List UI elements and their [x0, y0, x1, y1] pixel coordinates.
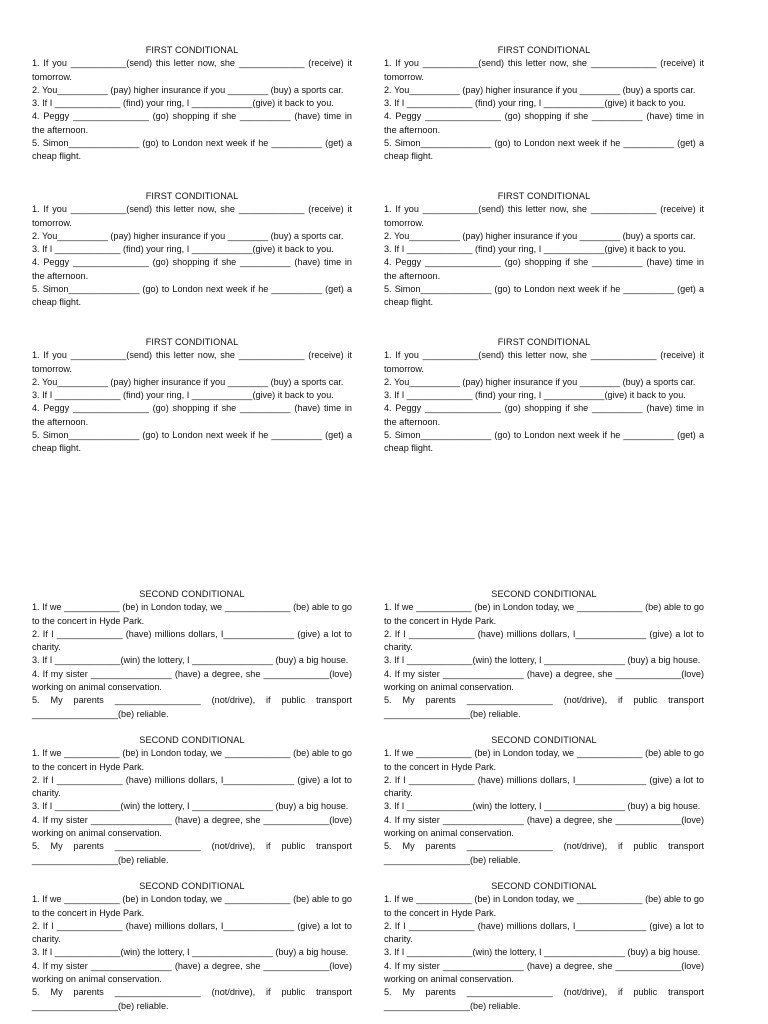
exercise-item: 4. If my sister ________________ (have) a degree, she _____________(love) working on animal conservation.	[32, 814, 352, 839]
exercise-item: 2. You__________ (pay) higher insurance if you ________ (buy) a sports car.	[384, 376, 696, 387]
first-conditional-worksheet	[384, 44, 704, 164]
exercise-item: 3. If I _____________ (find) your ring, I ____________(give) it back to you.	[32, 98, 334, 109]
exercise-item: 1. If you ___________(send) this letter now, she _____________ (receive) it tomorrow.	[384, 350, 704, 374]
exercise-item: 3. If I _____________(win) the lottery, I ________________ (buy) a big house.	[384, 801, 701, 812]
exercise-item: 1. If we ___________ (be) in London today, we _____________ (be) able to go to the concert in Hyde Park.	[32, 602, 352, 626]
exercise-item: 3. If I _____________ (find) your ring, I ____________(give) it back to you.	[384, 98, 686, 109]
exercise-item: 4. Peggy _______________ (go) shopping if she __________ (have) time in the afternoon.	[32, 257, 352, 281]
exercise-item: 2. If I _____________ (have) millions dollars, I______________ (give) a lot to charity.	[32, 774, 352, 799]
exercise-item: 5. My parents _________________ (not/drive), if public transport _________________(be) reliable.	[384, 841, 704, 865]
exercise-item: 5. My parents _________________ (not/drive), if public transport _________________(be) reliable.	[32, 695, 352, 719]
exercise-item: 2. If I _____________ (have) millions dollars, I______________ (give) a lot to charity.	[384, 628, 704, 653]
exercise-item: 4. If my sister ________________ (have) a degree, she _____________(love) working on animal conservation.	[384, 814, 704, 839]
exercise-item: 1. If you ___________(send) this letter now, she _____________ (receive) it tomorrow.	[384, 204, 704, 228]
exercise-item: 1. If we ___________ (be) in London today, we _____________ (be) able to go to the concert in Hyde Park.	[384, 748, 704, 772]
exercise-item: 5. Simon______________ (go) to London next week if he __________ (get) a cheap flight.	[384, 430, 704, 454]
worksheet-title: SECOND CONDITIONAL	[139, 881, 245, 891]
first-conditional-worksheet	[32, 190, 352, 310]
exercise-item: 4. If my sister ________________ (have) a degree, she _____________(love) working on animal conservation.	[384, 668, 704, 693]
exercise-item: 3. If I _____________ (find) your ring, I ____________(give) it back to you.	[384, 390, 686, 401]
exercise-item: 2. You__________ (pay) higher insurance if you ________ (buy) a sports car.	[384, 84, 696, 95]
worksheet-title: FIRST CONDITIONAL	[497, 45, 591, 55]
exercise-item: 4. If my sister ________________ (have) a degree, she _____________(love) working on animal conservation.	[32, 668, 352, 693]
exercise-item: 2. If I _____________ (have) millions dollars, I______________ (give) a lot to charity.	[384, 920, 704, 945]
exercise-item: 3. If I _____________(win) the lottery, I ________________ (buy) a big house.	[32, 947, 349, 958]
exercise-item: 2. If I _____________ (have) millions dollars, I______________ (give) a lot to charity.	[32, 628, 352, 653]
exercise-item: 3. If I _____________ (find) your ring, I ____________(give) it back to you.	[32, 390, 334, 401]
first-conditional-worksheet	[32, 336, 352, 456]
second-conditional-worksheet	[32, 588, 352, 721]
exercise-item: 5. Simon______________ (go) to London next week if he __________ (get) a cheap flight.	[384, 138, 704, 162]
second-conditional-worksheet	[384, 734, 704, 867]
first-conditional-worksheet	[384, 336, 704, 456]
exercise-item: 1. If we ___________ (be) in London today, we _____________ (be) able to go to the concert in Hyde Park.	[384, 602, 704, 626]
exercise-item: 1. If you ___________(send) this letter now, she _____________ (receive) it tomorrow.	[32, 204, 352, 228]
worksheet-title: SECOND CONDITIONAL	[139, 589, 245, 599]
worksheet-title: SECOND CONDITIONAL	[491, 735, 597, 745]
exercise-item: 3. If I _____________ (find) your ring, I ____________(give) it back to you.	[384, 244, 686, 255]
exercise-item: 4. Peggy _______________ (go) shopping if she __________ (have) time in the afternoon.	[32, 111, 352, 135]
worksheet-title: SECOND CONDITIONAL	[139, 735, 245, 745]
first-conditional-worksheet	[32, 44, 352, 164]
exercise-item: 4. If my sister ________________ (have) a degree, she _____________(love) working on animal conservation.	[384, 960, 704, 985]
exercise-item: 3. If I _____________(win) the lottery, I ________________ (buy) a big house.	[32, 801, 349, 812]
exercise-item: 1. If you ___________(send) this letter now, she _____________ (receive) it tomorrow.	[384, 58, 704, 82]
exercise-item: 3. If I _____________(win) the lottery, I ________________ (buy) a big house.	[32, 655, 349, 666]
worksheet-title: SECOND CONDITIONAL	[491, 589, 597, 599]
second-conditional-worksheet	[384, 880, 704, 1013]
worksheet-title: FIRST CONDITIONAL	[145, 191, 239, 201]
first-conditional-worksheet	[384, 190, 704, 310]
worksheet-title: FIRST CONDITIONAL	[497, 191, 591, 201]
exercise-item: 3. If I _____________(win) the lottery, I ________________ (buy) a big house.	[384, 655, 701, 666]
exercise-item: 3. If I _____________ (find) your ring, I ____________(give) it back to you.	[32, 244, 334, 255]
exercise-item: 2. You__________ (pay) higher insurance if you ________ (buy) a sports car.	[384, 230, 696, 241]
exercise-item: 1. If you ___________(send) this letter now, she _____________ (receive) it tomorrow.	[32, 350, 352, 374]
exercise-item: 2. You__________ (pay) higher insurance if you ________ (buy) a sports car.	[32, 376, 344, 387]
second-conditional-worksheet	[32, 880, 352, 1013]
exercise-item: 2. You__________ (pay) higher insurance if you ________ (buy) a sports car.	[32, 84, 344, 95]
exercise-item: 3. If I _____________(win) the lottery, I ________________ (buy) a big house.	[384, 947, 701, 958]
exercise-item: 5. My parents _________________ (not/drive), if public transport _________________(be) reliable.	[384, 987, 704, 1011]
exercise-item: 4. Peggy _______________ (go) shopping if she __________ (have) time in the afternoon.	[384, 403, 704, 427]
exercise-item: 5. Simon______________ (go) to London next week if he __________ (get) a cheap flight.	[384, 284, 704, 308]
exercise-item: 4. Peggy _______________ (go) shopping if she __________ (have) time in the afternoon.	[384, 111, 704, 135]
exercise-item: 5. My parents _________________ (not/drive), if public transport _________________(be) reliable.	[32, 987, 352, 1011]
exercise-item: 5. My parents _________________ (not/drive), if public transport _________________(be) reliable.	[32, 841, 352, 865]
exercise-item: 5. My parents _________________ (not/drive), if public transport _________________(be) reliable.	[384, 695, 704, 719]
worksheet-title: FIRST CONDITIONAL	[497, 337, 591, 347]
second-conditional-worksheet	[384, 588, 704, 721]
exercise-item: 1. If you ___________(send) this letter now, she _____________ (receive) it tomorrow.	[32, 58, 352, 82]
second-conditional-worksheet	[32, 734, 352, 867]
exercise-item: 4. Peggy _______________ (go) shopping if she __________ (have) time in the afternoon.	[384, 257, 704, 281]
exercise-item: 5. Simon______________ (go) to London next week if he __________ (get) a cheap flight.	[32, 284, 352, 308]
exercise-item: 2. If I _____________ (have) millions dollars, I______________ (give) a lot to charity.	[384, 774, 704, 799]
exercise-item: 4. If my sister ________________ (have) a degree, she _____________(love) working on animal conservation.	[32, 960, 352, 985]
exercise-item: 5. Simon______________ (go) to London next week if he __________ (get) a cheap flight.	[32, 138, 352, 162]
exercise-item: 2. If I _____________ (have) millions dollars, I______________ (give) a lot to charity.	[32, 920, 352, 945]
exercise-item: 4. Peggy _______________ (go) shopping if she __________ (have) time in the afternoon.	[32, 403, 352, 427]
worksheet-title: FIRST CONDITIONAL	[145, 337, 239, 347]
exercise-item: 5. Simon______________ (go) to London next week if he __________ (get) a cheap flight.	[32, 430, 352, 454]
worksheet-title: SECOND CONDITIONAL	[491, 881, 597, 891]
exercise-item: 1. If we ___________ (be) in London today, we _____________ (be) able to go to the concert in Hyde Park.	[32, 894, 352, 918]
worksheet-title: FIRST CONDITIONAL	[145, 45, 239, 55]
exercise-item: 1. If we ___________ (be) in London today, we _____________ (be) able to go to the concert in Hyde Park.	[384, 894, 704, 918]
exercise-item: 1. If we ___________ (be) in London today, we _____________ (be) able to go to the concert in Hyde Park.	[32, 748, 352, 772]
exercise-item: 2. You__________ (pay) higher insurance if you ________ (buy) a sports car.	[32, 230, 344, 241]
